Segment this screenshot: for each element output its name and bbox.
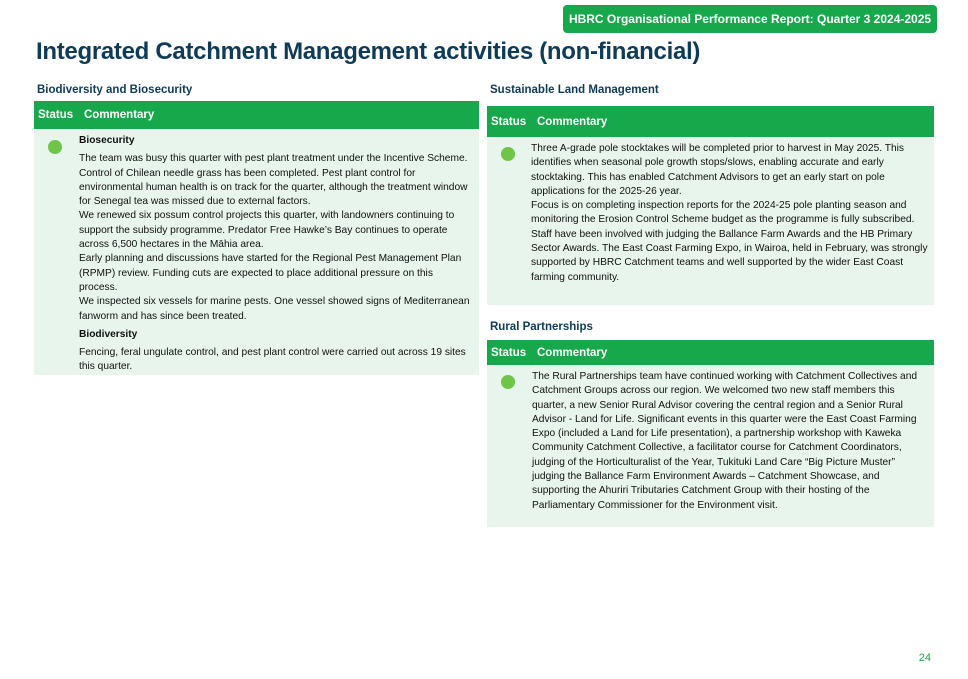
status-column-header: Status bbox=[491, 346, 527, 359]
biosecurity-paragraph: We renewed six possum control projects this quarter, with landowners continuing to support the subsidy programme. Predator Free Hawke’s Bay continues to operate across 6,500 hectares in the Māhia area. bbox=[79, 210, 455, 251]
land-commentary bbox=[531, 142, 931, 285]
biosecurity-paragraph: We inspected six vessels for marine pests. One vessel showed signs of Mediterranean fanworm and has since been treated. bbox=[79, 296, 470, 322]
page-title: Integrated Catchment Management activities (non-financial) bbox=[36, 38, 701, 65]
land-heading: Sustainable Land Management bbox=[490, 84, 659, 96]
commentary-column-header: Commentary bbox=[84, 109, 155, 121]
biosecurity-paragraph: The team was busy this quarter with pest plant treatment under the Incentive Scheme. Control of Chilean needle grass has been completed. Pest plant control for environmental human health is on track for the quarter, although the treatment window for Senegal tea was missed due to external factors. bbox=[79, 153, 468, 208]
status-indicator-green bbox=[48, 140, 62, 154]
biodiversity-paragraph: Fencing, feral ungulate control, and pest plant control were carried out across 19 sites this quarter. bbox=[79, 347, 466, 373]
biosecurity-label: Biosecurity bbox=[79, 135, 135, 146]
rural-paragraph: The Rural Partnerships team have continued working with Catchment Collectives and Catchment Groups across our region. We welcomed two new staff members this quarter, a new Senior Rural Advisor covering the central region and a Senior Rural Advisor - Land for Life. Significant events in this quarter were the East Coast Farming Expo (included a Land for Life presentation), a partnership workshop with Kaweka Community Catchment Collective, a facilitator course for Catchment Coordinators, judging of the Horticulturalist of the Year, Tukituki Land Care “Big Picture Muster” judging the Ballance Farm Environment Awards – Catchment Showcase, and supporting the Ahuriri Tributaries Catchment Group with their hosting of the Parliamentary Commissioner for the Environment visit. bbox=[532, 371, 918, 511]
biodiversity-label: Biodiversity bbox=[79, 328, 138, 340]
rural-heading: Rural Partnerships bbox=[490, 321, 593, 333]
page-number: 24 bbox=[918, 652, 931, 664]
status-indicator-green bbox=[501, 147, 515, 161]
commentary-column-header: Commentary bbox=[537, 346, 608, 359]
status-column-header: Status bbox=[491, 115, 527, 128]
rural-table-header bbox=[487, 340, 934, 365]
rural-commentary bbox=[532, 370, 928, 513]
land-table-header bbox=[487, 106, 934, 137]
commentary-column-header: Commentary bbox=[537, 115, 608, 128]
biodiversity-heading: Biodiversity and Biosecurity bbox=[37, 84, 193, 96]
biodiversity-table-header bbox=[34, 101, 479, 129]
land-paragraph: Three A-grade pole stocktakes will be completed prior to harvest in May 2025. This identifies when seasonal pole growth stops/slows, enabling accurate and early stocktaking. This has enabled Catchment Advisors to get an early start on pole applications for the 2025-26 year. bbox=[531, 143, 904, 197]
land-panel bbox=[487, 106, 934, 305]
land-paragraph: Focus is on completing inspection reports for the 2024-25 pole planting season and monitoring the Erosion Control Scheme budget as the programme is fully subscribed. bbox=[531, 200, 915, 226]
biodiversity-commentary bbox=[79, 134, 474, 375]
biosecurity-paragraph: Early planning and discussions have started for the Regional Pest Management Plan (RPMP) review. Funding cuts are expected to place additional pressure on this process. bbox=[79, 253, 462, 293]
status-indicator-green bbox=[501, 375, 515, 389]
biodiversity-panel bbox=[34, 101, 479, 375]
land-paragraph: Staff have been involved with judging the Ballance Farm Awards and the HB Primary Sector Awards. The East Coast Farming Expo, in Wairoa, held in February, was strongly supported by HBRC Catchment teams and well supported by the wider East Coast farming community. bbox=[531, 228, 928, 283]
rural-panel bbox=[487, 340, 934, 527]
status-column-header: Status bbox=[38, 109, 74, 121]
report-banner: HBRC Organisational Performance Report: Quarter 3 2024-2025 bbox=[563, 5, 937, 33]
